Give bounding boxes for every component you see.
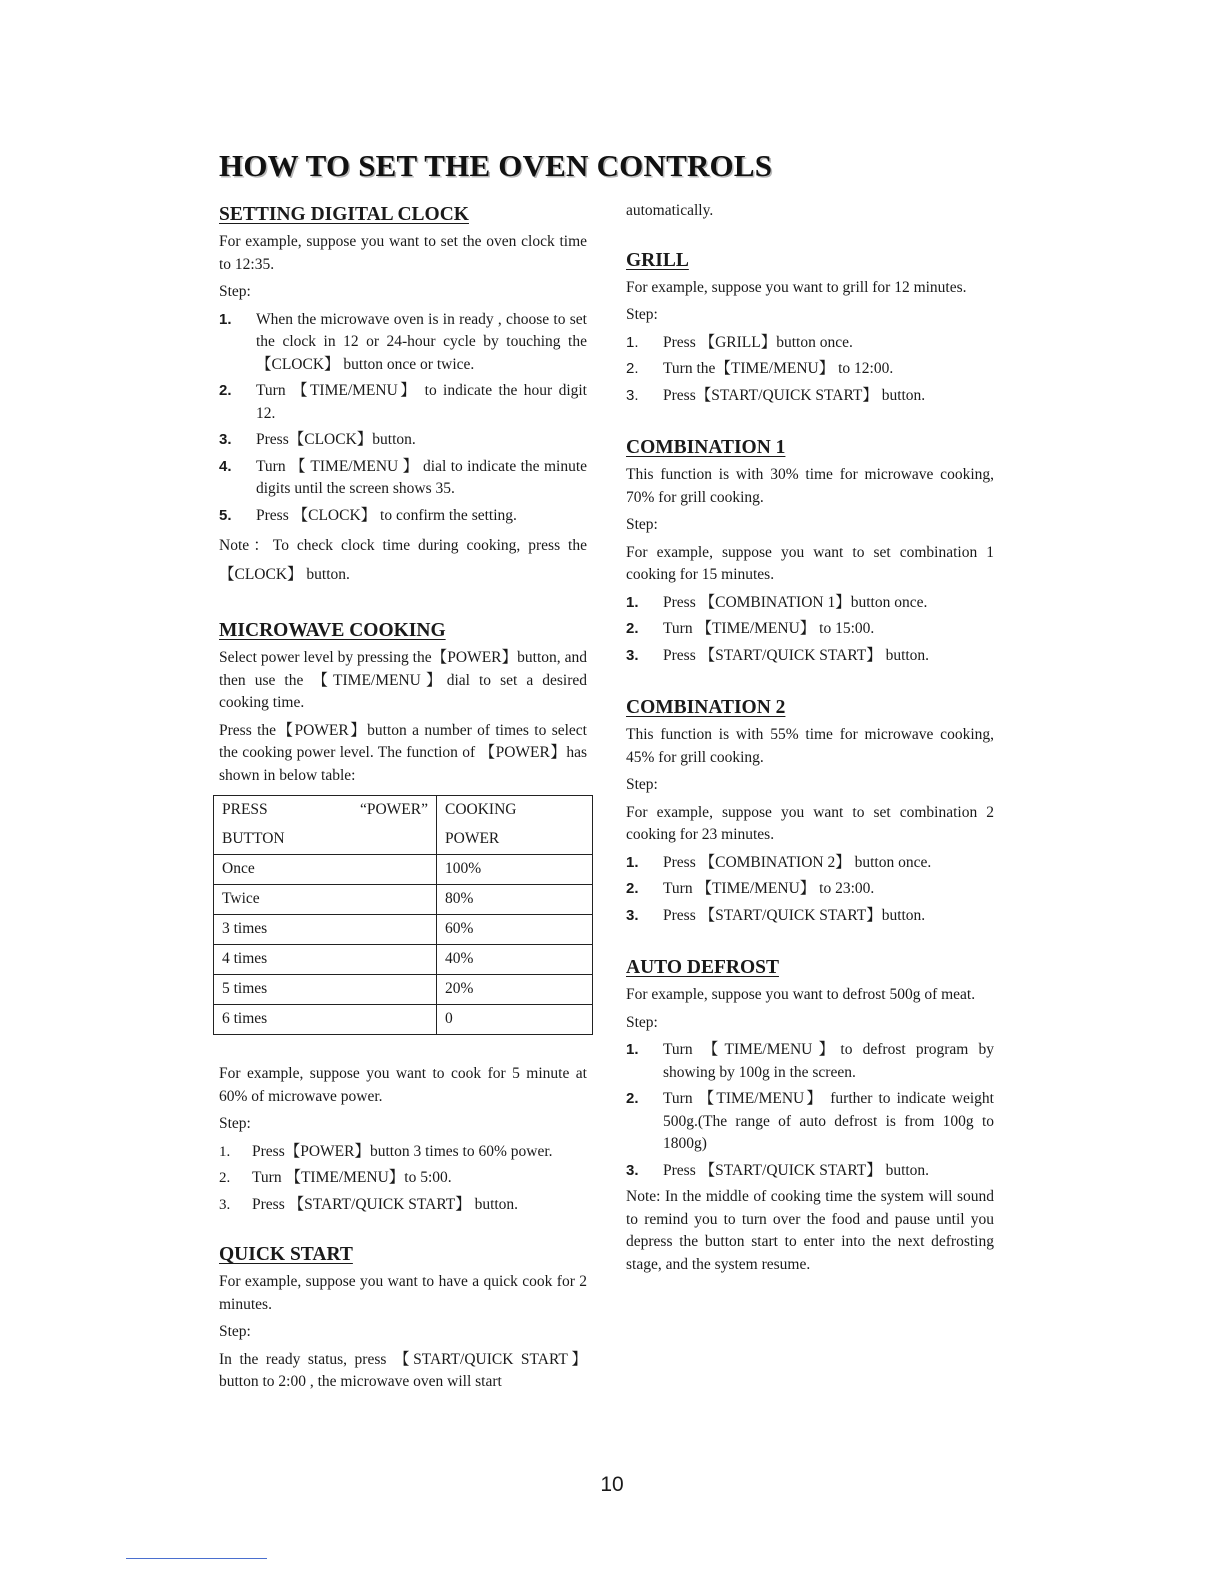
list-item <box>219 1167 587 1190</box>
table-cell: 60% <box>437 915 593 945</box>
section-example: For example, suppose you want to set combination 2 cooking for 23 minutes. <box>626 803 994 843</box>
step-label: Step: <box>626 306 658 323</box>
section-example: For example, suppose you want to set combination 1 cooking for 15 minutes. <box>626 543 994 583</box>
list-item <box>626 618 994 641</box>
step-list <box>626 1039 994 1182</box>
step-text: Press 【START/QUICK START】button. <box>663 906 926 924</box>
list-item <box>219 1194 587 1217</box>
step-number: 1. <box>626 1041 639 1058</box>
quick-start-text: In the ready status, press 【START/QUICK START】 button to 2:00 , the microwave oven will start <box>219 1350 587 1390</box>
section-grill <box>626 248 994 408</box>
section-intro: For example, suppose you want to have a quick cook for 2 minutes. <box>219 1273 587 1313</box>
step-text: Press 【CLOCK】 to confirm the setting. <box>256 506 517 524</box>
list-item <box>626 592 994 615</box>
step-label: Step: <box>219 1115 251 1132</box>
table-row <box>214 855 593 885</box>
header-text: POWER <box>445 830 500 847</box>
header-text: “POWER” <box>359 801 428 818</box>
step-label: Step: <box>219 283 251 300</box>
table-header-cell <box>437 796 593 855</box>
step-text: Press【POWER】button 3 times to 60% power. <box>252 1142 553 1160</box>
step-list <box>219 1141 587 1217</box>
list-item <box>626 878 994 901</box>
section-heading: AUTO DEFROST <box>626 957 779 978</box>
section-combination-1 <box>626 435 994 667</box>
table-cell: Twice <box>214 885 437 915</box>
step-number: 1. <box>219 310 232 328</box>
step-number: 3. <box>626 386 639 404</box>
step-number: 2. <box>626 880 639 897</box>
table-row <box>214 885 593 915</box>
table-cell: 6 times <box>214 1005 437 1035</box>
table-row <box>214 1005 593 1035</box>
section-intro: For example, suppose you want to grill for 12 minutes. <box>626 278 967 296</box>
section-intro: For example, suppose you want to set the oven clock time to 12:35. <box>219 233 587 273</box>
step-text: Press 【GRILL】button once. <box>663 333 853 351</box>
list-item <box>626 358 994 381</box>
step-text: Press 【COMBINATION 1】button once. <box>663 593 928 611</box>
list-item <box>219 1141 587 1164</box>
step-text: Press 【START/QUICK START】 button. <box>663 646 930 664</box>
list-item <box>626 385 994 408</box>
table-row <box>214 975 593 1005</box>
step-text: Turn 【TIME/MENU】 to 23:00. <box>663 880 875 897</box>
table-cell: Once <box>214 855 437 885</box>
clock-note: Note：To check clock time during cooking, press the【CLOCK】 button. <box>219 537 587 583</box>
step-text: Press【CLOCK】button. <box>256 431 416 448</box>
step-text: Turn the【TIME/MENU】 to 12:00. <box>663 360 894 377</box>
list-item <box>626 332 994 355</box>
section-combination-2 <box>626 695 994 927</box>
step-number: 3. <box>626 906 639 924</box>
step-number: 1. <box>626 853 639 871</box>
table-row <box>214 945 593 975</box>
header-text: PRESS <box>222 801 268 818</box>
table-cell: 80% <box>437 885 593 915</box>
step-number: 1. <box>219 1143 231 1160</box>
step-text: Turn 【TIME/MENU】 to indicate the hour digit 12. <box>256 382 587 422</box>
step-text: Press 【START/QUICK START】 button. <box>252 1195 519 1213</box>
table-header-cell <box>214 796 437 855</box>
section-intro: For example, suppose you want to defrost 500g of meat. <box>626 986 976 1003</box>
table-cell: 3 times <box>214 915 437 945</box>
step-number: 1. <box>626 333 639 351</box>
section-intro: This function is with 55% time for microwave cooking, 45% for grill cooking. <box>626 726 994 766</box>
table-cell: 5 times <box>214 975 437 1005</box>
step-number: 3. <box>626 646 639 664</box>
step-text: Turn 【TIME/MENU】 further to indicate weight 500g.(The range of auto defrost is from 100g to 1800g) <box>663 1090 994 1152</box>
list-item <box>219 429 587 452</box>
section-heading: MICROWAVE COOKING <box>219 620 446 641</box>
section-paragraph: Press the【POWER】button a number of times to select the cooking power level. The function of 【POWER】has shown in below table: <box>219 721 587 784</box>
section-intro: Select power level by pressing the【POWER】button, and then use the 【TIME/MENU】dial to set a desired cooking time. <box>219 649 587 711</box>
header-text: COOKING <box>445 801 517 818</box>
list-item <box>219 380 587 425</box>
section-example: For example, suppose you want to cook for 5 minute at 60% of microwave power. <box>219 1065 587 1105</box>
list-item <box>626 905 994 928</box>
list-item <box>219 456 587 501</box>
step-number: 3. <box>219 431 232 448</box>
step-text: Turn 【TIME/MENU】 to 15:00. <box>663 620 875 637</box>
step-text: Turn 【TIME/MENU】to defrost program by showing by 100g in the screen. <box>663 1041 994 1081</box>
list-item <box>626 645 994 668</box>
section-heading: SETTING DIGITAL CLOCK <box>219 204 469 225</box>
step-label: Step: <box>626 776 658 793</box>
step-list <box>626 852 994 928</box>
step-text: Press 【COMBINATION 2】 button once. <box>663 853 932 871</box>
section-microwave-cooking <box>219 618 587 1216</box>
section-quick-start <box>219 1242 587 1394</box>
list-item <box>626 1160 994 1183</box>
table-row <box>214 915 593 945</box>
section-setting-digital-clock <box>219 202 587 589</box>
page-title: HOW TO SET THE OVEN CONTROLS <box>219 148 773 183</box>
table-cell: 40% <box>437 945 593 975</box>
section-heading: QUICK START <box>219 1244 353 1265</box>
step-label: Step: <box>626 1013 658 1031</box>
step-number: 2. <box>219 1170 231 1186</box>
step-text: Press 【START/QUICK START】 button. <box>663 1161 930 1179</box>
step-number: 5. <box>219 506 232 524</box>
footer-divider <box>126 1558 267 1559</box>
list-item <box>626 852 994 875</box>
power-table <box>213 795 593 1035</box>
table-cell: 4 times <box>214 945 437 975</box>
step-number: 3. <box>626 1161 639 1179</box>
quick-start-continuation: automatically. <box>626 202 714 219</box>
step-text: Turn 【 TIME/MENU 】 dial to indicate the minute digits until the screen shows 35. <box>256 457 587 497</box>
section-heading: COMBINATION 2 <box>626 697 786 718</box>
step-label: Step: <box>626 516 658 533</box>
left-column <box>219 202 587 1399</box>
header-text: BUTTON <box>222 830 285 847</box>
step-text: When the microwave oven is in ready , choose to set the clock in 12 or 24-hour cycle by touching the 【CLOCK】 button once or twice. <box>256 310 587 373</box>
section-auto-defrost <box>626 955 994 1276</box>
step-number: 3. <box>219 1196 231 1213</box>
step-number: 2. <box>219 382 232 399</box>
page-number: 10 <box>600 1473 624 1496</box>
defrost-note: Note: In the middle of cooking time the system will sound to remind you to turn over the food and pause until you depress the button start to enter into the next defrosting stage, and the system resume. <box>626 1188 994 1273</box>
step-text: Turn 【TIME/MENU】to 5:00. <box>252 1169 452 1186</box>
list-item <box>219 309 587 377</box>
list-item <box>626 1039 994 1084</box>
table-cell: 100% <box>437 855 593 885</box>
step-text: Press【START/QUICK START】 button. <box>663 386 926 404</box>
step-list <box>626 332 994 408</box>
step-number: 4. <box>219 457 232 475</box>
right-column <box>626 200 994 1281</box>
table-header-row <box>214 796 593 855</box>
step-number: 2. <box>626 1090 639 1107</box>
section-heading: GRILL <box>626 249 689 271</box>
step-number: 2. <box>626 360 639 377</box>
step-list <box>219 309 587 528</box>
section-heading: COMBINATION 1 <box>626 437 786 458</box>
list-item <box>626 1088 994 1156</box>
step-number: 1. <box>626 593 639 611</box>
section-intro: This function is with 30% time for microwave cooking, 70% for grill cooking. <box>626 466 994 506</box>
table-cell: 0 <box>437 1005 593 1035</box>
step-number: 2. <box>626 620 639 637</box>
step-list <box>626 592 994 668</box>
table-cell: 20% <box>437 975 593 1005</box>
step-label: Step: <box>219 1323 251 1340</box>
list-item <box>219 505 587 528</box>
